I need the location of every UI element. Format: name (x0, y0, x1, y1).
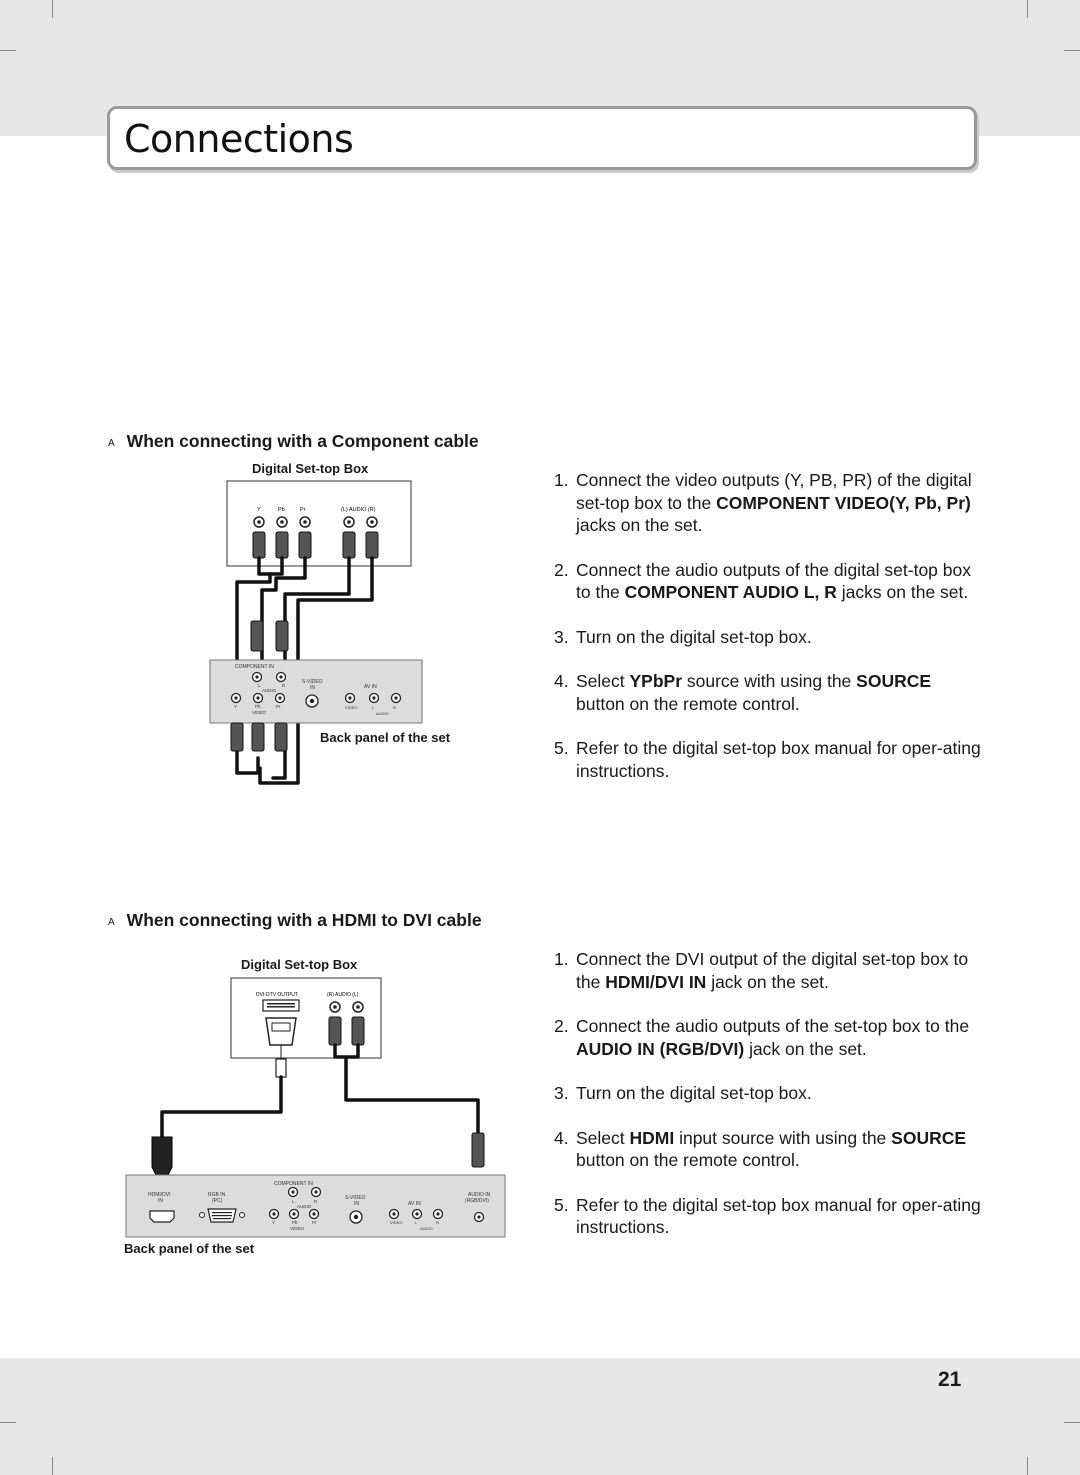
device-label: Digital Set-top Box (252, 461, 369, 476)
step-text: Turn on the digital set-top box. (576, 1083, 812, 1103)
rca-plugs-bottom (231, 723, 287, 751)
step-emphasis: YPbPr (629, 671, 683, 691)
step-number: 5. (554, 738, 569, 758)
jack-label-y: Y (257, 507, 261, 513)
crop-mark (52, 1457, 53, 1475)
jack-label-pr: Pr (300, 507, 306, 513)
panel-av-audio: AUDIO (376, 711, 389, 716)
panel-av-l: L (372, 705, 375, 710)
hdmi-steps (554, 948, 984, 1261)
crop-mark (1064, 50, 1080, 51)
page-number: 21 (938, 1368, 962, 1391)
panel-audio-in: AUDIO IN (468, 1192, 491, 1198)
step-emphasis: COMPONENT AUDIO L, R (624, 582, 837, 602)
panel-hdmi: HDMI/DVI (148, 1192, 171, 1198)
step-item (554, 1082, 984, 1105)
step-item (554, 948, 984, 993)
step-number: 2. (554, 559, 569, 580)
panel-r: R (314, 1199, 318, 1204)
footer-band (0, 1358, 1080, 1475)
component-steps (554, 469, 984, 804)
step-item (554, 670, 984, 715)
panel-in: IN (354, 1201, 359, 1207)
section-heading-hdmi (108, 910, 482, 931)
device-label: Digital Set-top Box (241, 957, 358, 972)
step-number: 4. (554, 1127, 569, 1148)
step-emphasis: SOURCE (891, 1127, 967, 1148)
section-heading-text: When connecting with a HDMI to DVI cable (126, 910, 482, 930)
step-emphasis: COMPONENT VIDEO(Y, Pb, Pr) (716, 492, 971, 513)
crop-mark (0, 50, 16, 51)
panel-video: VIDEO (290, 1226, 305, 1231)
panel-r: R (282, 683, 286, 688)
panel-s-video: S-VIDEO (302, 679, 323, 685)
panel-av-video: VIDEO (390, 1220, 403, 1225)
step-text: button on the remote control. (576, 693, 800, 714)
hdmi-dvi-connection-diagram (120, 975, 510, 1240)
jack-label-audio: (L) AUDIO (R) (341, 507, 376, 513)
panel-pr: Pr (276, 704, 281, 709)
panel-l: L (258, 683, 261, 688)
dvi-port (263, 1000, 299, 1011)
panel-av-in: AV IN (364, 684, 377, 690)
step-item (554, 1127, 984, 1172)
cables (162, 1045, 478, 1137)
panel-pr: Pr (312, 1220, 317, 1225)
panel-hdmi-in: IN (158, 1198, 163, 1204)
step-text: Connect the audio outputs of the set-top box to the (576, 1016, 970, 1036)
crop-mark (52, 0, 53, 18)
step-text: Select (576, 1127, 630, 1148)
crop-mark (1064, 1422, 1080, 1423)
crop-mark (1027, 1457, 1028, 1475)
section-marker: A (108, 917, 115, 928)
hdmi-port (150, 1211, 174, 1222)
page-title-box (107, 106, 977, 170)
panel-s-video: S-VIDEO (345, 1195, 366, 1201)
panel-component-in: COMPONENT IN (274, 1181, 313, 1187)
step-item (554, 1194, 984, 1239)
panel-l: L (292, 1199, 295, 1204)
panel-pb: Pb (255, 704, 261, 709)
step-text: jacks on the set. (576, 515, 703, 535)
crop-mark (0, 1422, 16, 1423)
step-number: 5. (554, 1194, 569, 1215)
panel-y: Y (272, 1220, 276, 1225)
panel-component-in: COMPONENT IN (235, 664, 274, 670)
step-text: Refer to the digital set-top box manual for oper-ating instructions. (576, 1194, 981, 1237)
step-text: jack on the set. (744, 1038, 867, 1059)
step-item (554, 737, 984, 782)
panel-label: Back panel of the set (320, 730, 451, 745)
back-panel (126, 1175, 505, 1237)
step-item (554, 1015, 984, 1060)
panel-y: Y (234, 704, 238, 709)
step-number: 1. (554, 470, 569, 490)
jack-label-dvi: DVI-DTV OUTPUT (256, 992, 298, 998)
rca-plugs-panel-top (251, 621, 288, 651)
step-text: Connect the video outputs (Y, PB, PR) of the digital set-top box to the (576, 470, 972, 513)
step-text: Select (576, 671, 630, 691)
rca-plug-audio-in (472, 1133, 484, 1167)
jack-label-pb: Pb (278, 507, 285, 513)
hdmi-plug (152, 1137, 172, 1175)
panel-av-r: R (436, 1220, 439, 1225)
panel-av-in: AV IN (408, 1201, 421, 1207)
panel-in: IN (310, 685, 315, 691)
step-text: Connect the DVI output of the digital set-top box to the (576, 949, 969, 992)
step-emphasis: HDMI/DVI IN (605, 971, 707, 992)
step-text: Connect the audio outputs of the digital set-top box to the (576, 559, 971, 602)
panel-audio: AUDIO (297, 1204, 312, 1209)
step-emphasis: SOURCE (856, 671, 932, 691)
step-text: source with using the (682, 671, 857, 691)
dvi-plug-strain (276, 1059, 286, 1077)
panel-label: Back panel of the set (124, 1241, 255, 1256)
step-text: Turn on the digital set-top box. (576, 626, 812, 647)
section-heading-component (108, 431, 479, 452)
panel-rgb: RGB IN (208, 1192, 226, 1198)
step-text: jacks on the set. (836, 582, 969, 602)
section-heading-text: When connecting with a Component cable (126, 431, 479, 451)
panel-av-audio: AUDIO (420, 1226, 433, 1231)
component-connection-diagram (200, 478, 440, 793)
panel-av-video: VIDEO (345, 705, 358, 710)
step-text: jack on the set. (706, 971, 829, 992)
step-number: 1. (554, 949, 569, 969)
step-text: input source with using the (674, 1127, 892, 1148)
step-emphasis: HDMI (629, 1127, 675, 1148)
crop-mark (1027, 0, 1028, 18)
step-emphasis: AUDIO IN (RGB/DVI) (576, 1038, 745, 1059)
panel-video: VIDEO (252, 710, 267, 715)
step-item (554, 559, 984, 604)
step-text: Refer to the digital set-top box manual for oper-ating instructions. (576, 738, 981, 781)
step-item (554, 626, 984, 649)
panel-av-r: R (393, 705, 396, 710)
panel-audio: AUDIO (262, 688, 277, 693)
step-number: 4. (554, 671, 569, 691)
step-number: 2. (554, 1016, 569, 1036)
step-number: 3. (554, 626, 569, 647)
panel-pb: Pb (292, 1220, 298, 1225)
jack-label-audio: (R) AUDIO (L) (327, 992, 359, 998)
panel-av-l: L (415, 1220, 418, 1225)
step-item (554, 469, 984, 537)
step-text: button on the remote control. (576, 1150, 800, 1170)
page-title: Connections (124, 117, 354, 161)
panel-pc: (PC) (212, 1198, 223, 1204)
step-number: 3. (554, 1083, 569, 1103)
section-marker: A (108, 438, 115, 449)
panel-rgb-dvi: (RGB/DVI) (465, 1198, 489, 1204)
